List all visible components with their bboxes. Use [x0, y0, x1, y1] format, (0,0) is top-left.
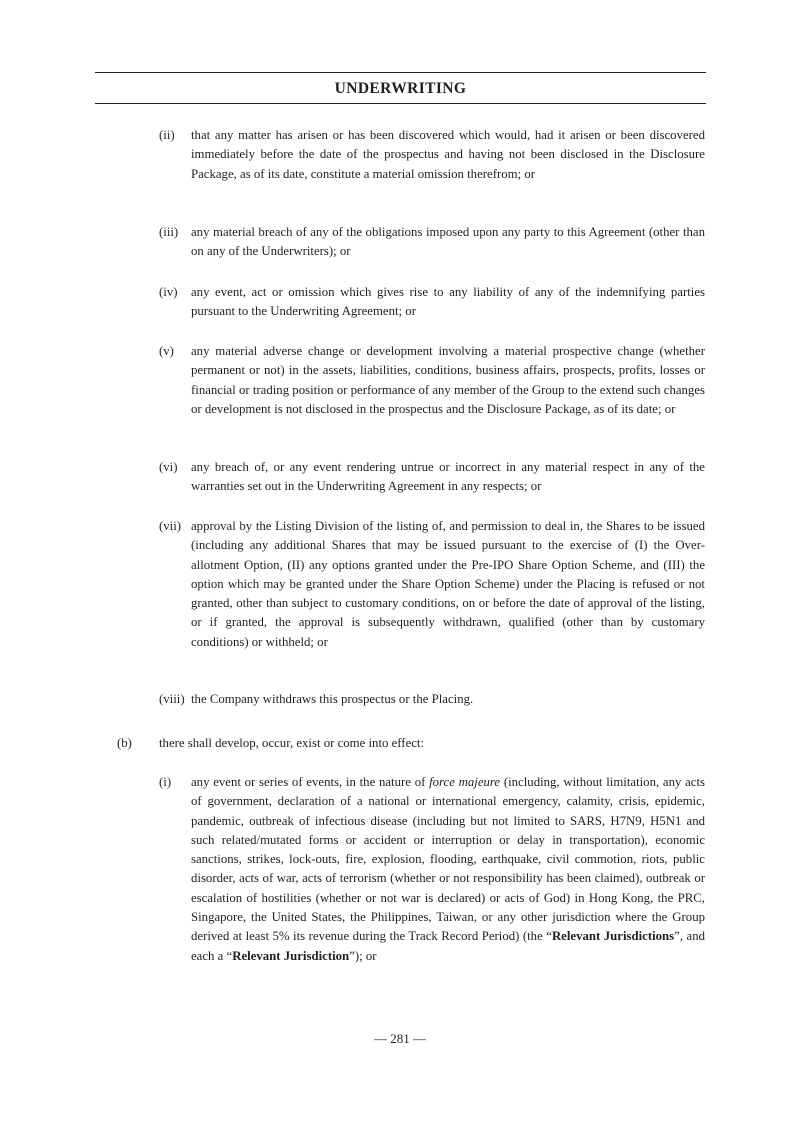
- item-text: the Company withdraws this prospectus or the Placing.: [191, 692, 474, 706]
- item-number: (iii): [159, 225, 179, 239]
- italic-term: force majeure: [429, 775, 501, 789]
- text-run: (including, without limitation, any acts of government, declaration of a national or international emergency, calamity, crisis, epidemic, pandemic, outbreak of infectious disease (including but not limited to SARS, H7N9, H5N1 and such related/mutated forms or accident or interruption or delay in transportation), economic sanctions, strikes, lock-outs, fire, explosion, flooding, earthquake, civil commotion, riots, public disorder, acts of war, acts of terrorism (whether or not responsibility has been claimed), outbreak or escalation of hostilities (whether or not war is declared) or acts of God) in Hong Kong, the PRC, Singapore, the United States, the Philippines, Taiwan, or any other jurisdiction where the Group derived at least 5% its revenue during the Track Record Period) (the “: [191, 775, 706, 944]
- item-number: (v): [159, 344, 174, 358]
- section-text: there shall develop, occur, exist or come into effect:: [159, 736, 425, 750]
- item-text: approval by the Listing Division of the listing of, and permission to deal in, the Shares to be issued (including any additional Shares that may be issued pursuant to the exercise of (I) the Over-allotment Option, (II) any options granted under the Pre-IPO Share Option Scheme, and (III) the option which may be granted under the Share Option Scheme) under the Placing is refused or not granted, other than subject to customary conditions, on or before the date of approval of the listing, or if granted, the approval is subsequently withdrawn, qualified (other than by customary conditions) or withheld; or: [191, 519, 705, 649]
- item-text: that any matter has arisen or has been discovered which would, had it arisen or been discovered immediately before the date of the prospectus and having not been disclosed in the Disclosure Package, as of its date, constitute a material omission therefrom; or: [191, 128, 705, 181]
- section-number: (b): [117, 736, 132, 750]
- item-number: (i): [159, 775, 172, 789]
- item-number: (vi): [159, 460, 178, 474]
- page-number: — 281 —: [374, 1031, 426, 1046]
- item-number: (iv): [159, 285, 178, 299]
- item-number: (viii): [159, 692, 185, 706]
- page-header: [95, 72, 706, 104]
- item-number: (vii): [159, 519, 182, 533]
- text-run: any event or series of events, in the nature of: [191, 775, 430, 789]
- item-text: any material breach of any of the obligations imposed upon any party to this Agreement (other than on any of the Underwriters); or: [191, 225, 705, 259]
- item-text: any breach of, or any event rendering untrue or incorrect in any material respect in any of the warranties set out in the Underwriting Agreement in any respects; or: [191, 460, 705, 494]
- defined-term: Relevant Jurisdiction: [232, 948, 350, 963]
- text-run: ”); or: [349, 948, 377, 963]
- item-text: [191, 773, 705, 966]
- item-number: (ii): [159, 128, 175, 142]
- text-run: ”, and each a “: [191, 929, 705, 963]
- page-title: UNDERWRITING: [334, 80, 467, 97]
- defined-term: Relevant Jurisdictions: [551, 929, 675, 944]
- item-text: any event, act or omission which gives rise to any liability of any of the indemnifying parties pursuant to the Underwriting Agreement; or: [191, 285, 705, 319]
- item-text: any material adverse change or development involving a material prospective change (whether permanent or not) in the assets, liabilities, conditions, business affairs, prospects, profits, losses or financial or trading position or performance of any member of the Group to the extend such changes or development is not disclosed in the prospectus and the Disclosure Package, as of its date; or: [191, 344, 705, 416]
